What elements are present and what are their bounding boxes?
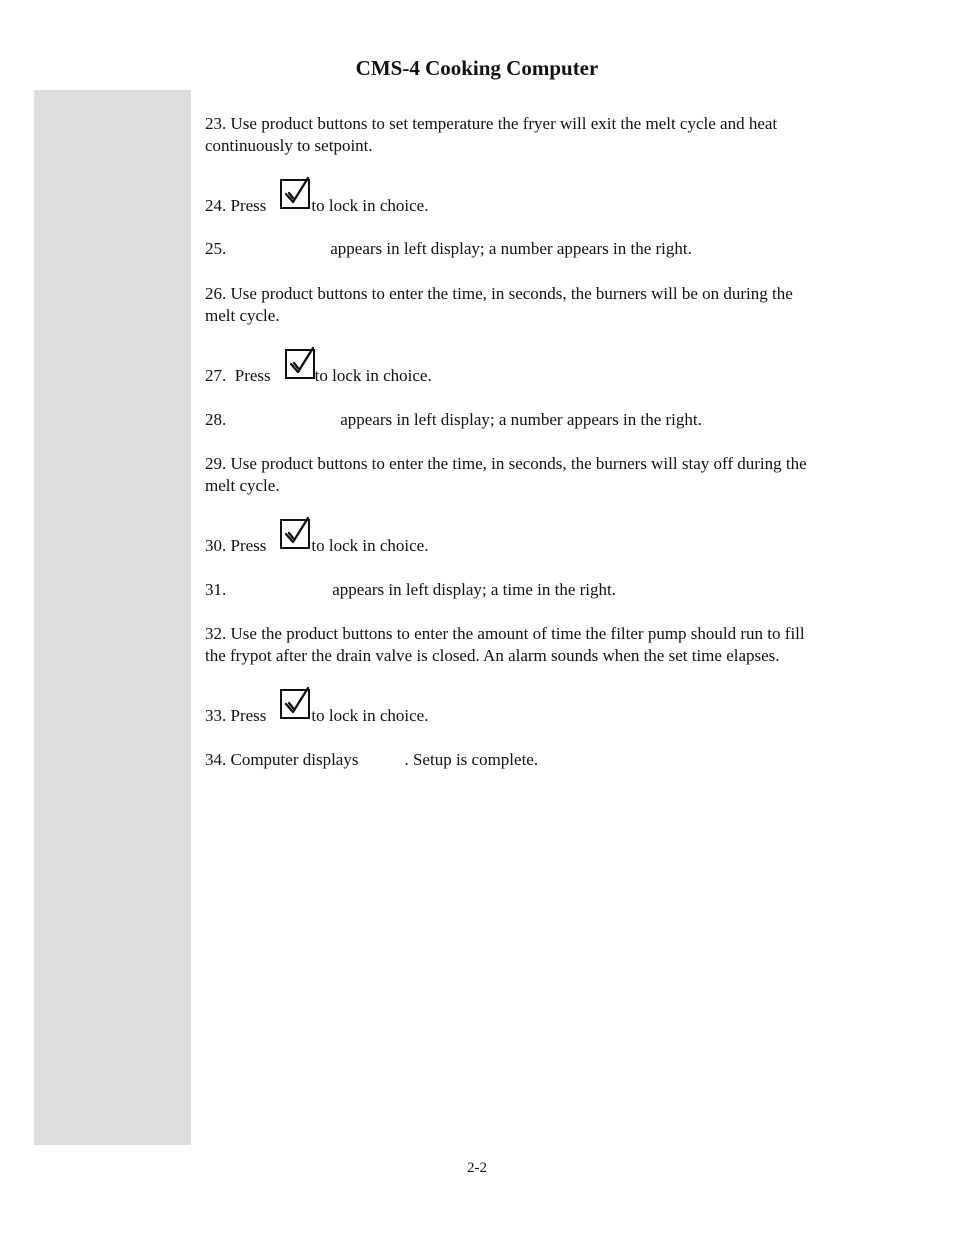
page-number: 2-2 xyxy=(467,1160,487,1176)
step-28-text: appears in left display; a number appears in the right. xyxy=(340,410,702,429)
step-25-number: 25. xyxy=(205,239,227,258)
step-24-suffix: to lock in choice. xyxy=(311,196,429,215)
page-title: CMS-4 Cooking Computer xyxy=(355,56,599,80)
checkmark-box-icon xyxy=(280,689,310,719)
step-33-suffix: to lock in choice. xyxy=(311,706,429,725)
step-31-number: 31. xyxy=(205,580,227,599)
step-27-prefix: 27. Press xyxy=(205,366,271,385)
step-30-prefix: 30. Press xyxy=(205,536,267,555)
step-34 xyxy=(205,749,820,771)
step-32: 32. Use the product buttons to enter the amount of time the filter pump should run to fill the frypot after the drain valve is closed. An alarm sounds when the set time elapses. xyxy=(205,624,805,665)
checkmark-box-icon xyxy=(280,519,310,549)
sidebar-margin xyxy=(34,90,191,1145)
step-30-suffix: to lock in choice. xyxy=(311,536,429,555)
step-27-suffix: to lock in choice. xyxy=(314,366,432,385)
checkmark-box-icon xyxy=(280,179,310,209)
step-26: 26. Use product buttons to enter the time, in seconds, the burners will be on during the melt cycle. xyxy=(205,284,793,325)
step-23: 23. Use product buttons to set temperature the fryer will exit the melt cycle and heat continuously to setpoint. xyxy=(205,114,778,155)
step-29: 29. Use product buttons to enter the time, in seconds, the burners will stay off during the melt cycle. xyxy=(205,454,807,495)
step-34-prefix: 34. Computer displays xyxy=(205,750,359,769)
step-34-suffix: . Setup is complete. xyxy=(404,750,539,769)
step-25-text: appears in left display; a number appears in the right. xyxy=(330,239,692,258)
step-28 xyxy=(205,409,820,431)
step-31-text: appears in left display; a time in the right. xyxy=(332,580,616,599)
step-25 xyxy=(205,238,820,260)
checkmark-box-icon xyxy=(285,349,315,379)
step-28-number: 28. xyxy=(205,410,227,429)
step-24-prefix: 24. Press xyxy=(205,196,267,215)
step-31 xyxy=(205,579,820,601)
step-33-prefix: 33. Press xyxy=(205,706,267,725)
